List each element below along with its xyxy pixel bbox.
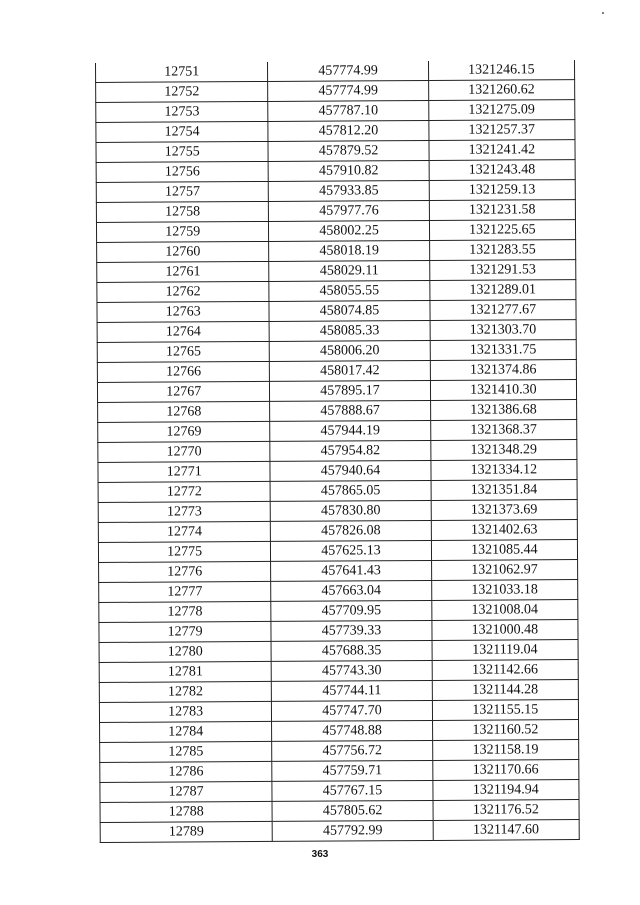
point-id-cell: 12775 [98, 541, 270, 562]
x-coordinate-cell: 457739.33 [271, 620, 431, 641]
x-coordinate-cell: 457944.19 [270, 420, 430, 441]
x-coordinate-cell: 457954.82 [270, 440, 430, 461]
x-coordinate-cell: 457812.20 [268, 120, 428, 141]
table-row [97, 300, 576, 323]
table-row [97, 260, 576, 283]
x-coordinate-cell: 457774.99 [268, 80, 428, 101]
x-coordinate-cell: 457933.85 [269, 180, 429, 201]
y-coordinate-cell: 1321008.04 [431, 600, 577, 621]
x-coordinate-cell: 457774.99 [268, 61, 428, 81]
table-row [100, 740, 579, 763]
x-coordinate-cell: 457865.05 [270, 480, 430, 501]
point-id-cell: 12759 [96, 221, 268, 242]
y-coordinate-cell: 1321257.37 [429, 120, 575, 141]
point-id-cell: 12763 [97, 301, 269, 322]
y-coordinate-cell: 1321170.66 [432, 760, 578, 781]
table-row [98, 480, 577, 503]
x-coordinate-cell: 457879.52 [268, 140, 428, 161]
y-coordinate-cell: 1321402.63 [431, 520, 577, 541]
table-row [96, 220, 575, 243]
table-row [96, 180, 575, 203]
x-coordinate-cell: 458055.55 [269, 280, 429, 301]
point-id-cell: 12764 [97, 321, 269, 342]
y-coordinate-cell: 1321144.28 [432, 680, 578, 701]
x-coordinate-cell: 457792.99 [272, 820, 432, 841]
point-id-cell: 12785 [100, 741, 272, 762]
x-coordinate-cell: 458018.19 [269, 240, 429, 261]
point-id-cell: 12768 [98, 401, 270, 422]
x-coordinate-cell: 458002.25 [269, 220, 429, 241]
point-id-cell: 12779 [99, 621, 271, 642]
y-coordinate-cell: 1321259.13 [429, 180, 575, 201]
x-coordinate-cell: 458029.11 [269, 260, 429, 281]
point-id-cell: 12766 [97, 361, 269, 382]
point-id-cell: 12760 [97, 241, 269, 262]
table-row [98, 420, 577, 443]
x-coordinate-cell: 458006.20 [270, 340, 430, 361]
x-coordinate-cell: 457767.15 [272, 780, 432, 801]
x-coordinate-cell: 457888.67 [270, 400, 430, 421]
y-coordinate-cell: 1321155.15 [432, 700, 578, 721]
point-id-cell: 12757 [96, 181, 268, 202]
table-row [98, 540, 577, 563]
y-coordinate-cell: 1321160.52 [432, 720, 578, 741]
table-body [95, 60, 579, 842]
table-row [99, 680, 578, 703]
table-row [99, 580, 578, 603]
x-coordinate-cell: 457805.62 [272, 800, 432, 821]
x-coordinate-cell: 457895.17 [270, 380, 430, 401]
x-coordinate-cell: 457663.04 [271, 580, 431, 601]
x-coordinate-cell: 457759.71 [272, 760, 432, 781]
point-id-cell: 12783 [99, 701, 271, 722]
table-row [95, 60, 574, 82]
y-coordinate-cell: 1321303.70 [430, 320, 576, 341]
y-coordinate-cell: 1321194.94 [433, 780, 579, 801]
table-row [99, 700, 578, 723]
point-id-cell: 12752 [96, 81, 268, 102]
point-id-cell: 12777 [99, 581, 271, 602]
table-row [96, 100, 575, 123]
table-row [97, 320, 576, 343]
point-id-cell: 12772 [98, 481, 270, 502]
table-row [98, 460, 577, 483]
y-coordinate-cell: 1321062.97 [431, 560, 577, 581]
point-id-cell: 12782 [99, 681, 271, 702]
y-coordinate-cell: 1321243.48 [429, 160, 575, 181]
point-id-cell: 12751 [95, 62, 267, 83]
point-id-cell: 12767 [97, 381, 269, 402]
table-row [97, 280, 576, 303]
scan-speck [602, 12, 604, 14]
table-row [97, 380, 576, 403]
table-row [96, 160, 575, 183]
x-coordinate-cell: 457747.70 [272, 700, 432, 721]
table-row [99, 600, 578, 623]
point-id-cell: 12786 [100, 761, 272, 782]
table-row [98, 520, 577, 543]
y-coordinate-cell: 1321289.01 [430, 280, 576, 301]
y-coordinate-cell: 1321275.09 [428, 100, 574, 121]
table-row [99, 560, 578, 583]
y-coordinate-cell: 1321246.15 [428, 60, 574, 80]
y-coordinate-cell: 1321291.53 [429, 260, 575, 281]
table-row [99, 620, 578, 643]
y-coordinate-cell: 1321334.12 [431, 460, 577, 481]
y-coordinate-cell: 1321386.68 [430, 400, 576, 421]
table-row [98, 400, 577, 423]
point-id-cell: 12776 [99, 561, 271, 582]
table-row [100, 760, 579, 783]
page-number: 363 [311, 849, 329, 860]
point-id-cell: 12781 [99, 661, 271, 682]
y-coordinate-cell: 1321373.69 [431, 500, 577, 521]
table-row [100, 800, 579, 823]
x-coordinate-cell: 457826.08 [271, 520, 431, 541]
point-id-cell: 12762 [97, 281, 269, 302]
y-coordinate-cell: 1321283.55 [429, 240, 575, 261]
table-row [97, 340, 576, 363]
table-row [99, 660, 578, 683]
x-coordinate-cell: 457688.35 [271, 640, 431, 661]
y-coordinate-cell: 1321033.18 [431, 580, 577, 601]
x-coordinate-cell: 457744.11 [272, 680, 432, 701]
point-id-cell: 12769 [98, 421, 270, 442]
point-id-cell: 12756 [96, 161, 268, 182]
table-row [96, 140, 575, 163]
x-coordinate-cell: 457977.76 [269, 200, 429, 221]
x-coordinate-cell: 457940.64 [270, 460, 430, 481]
y-coordinate-cell: 1321260.62 [428, 80, 574, 101]
y-coordinate-cell: 1321142.66 [432, 660, 578, 681]
y-coordinate-cell: 1321158.19 [432, 740, 578, 761]
point-id-cell: 12761 [97, 261, 269, 282]
coordinate-table [95, 60, 580, 843]
x-coordinate-cell: 458085.33 [269, 320, 429, 341]
y-coordinate-cell: 1321277.67 [430, 300, 576, 321]
point-id-cell: 12770 [98, 441, 270, 462]
point-id-cell: 12753 [96, 101, 268, 122]
point-id-cell: 12784 [100, 721, 272, 742]
table-row [100, 720, 579, 743]
y-coordinate-cell: 1321000.48 [432, 620, 578, 641]
x-coordinate-cell: 458074.85 [269, 300, 429, 321]
point-id-cell: 12787 [100, 781, 272, 802]
point-id-cell: 12755 [96, 141, 268, 162]
point-id-cell: 12765 [97, 341, 269, 362]
table-row [97, 240, 576, 263]
table-row [98, 500, 577, 523]
table-row [96, 80, 575, 103]
point-id-cell: 12771 [98, 461, 270, 482]
point-id-cell: 12780 [99, 641, 271, 662]
table-row [96, 200, 575, 223]
x-coordinate-cell: 457743.30 [272, 660, 432, 681]
point-id-cell: 12758 [96, 201, 268, 222]
point-id-cell: 12778 [99, 601, 271, 622]
x-coordinate-cell: 457748.88 [272, 720, 432, 741]
y-coordinate-cell: 1321225.65 [429, 220, 575, 241]
y-coordinate-cell: 1321368.37 [430, 420, 576, 441]
y-coordinate-cell: 1321085.44 [431, 540, 577, 561]
y-coordinate-cell: 1321410.30 [430, 380, 576, 401]
x-coordinate-cell: 457756.72 [272, 740, 432, 761]
x-coordinate-cell: 457787.10 [268, 100, 428, 121]
point-id-cell: 12754 [96, 121, 268, 142]
x-coordinate-cell: 457625.13 [271, 540, 431, 561]
table-row [96, 120, 575, 143]
point-id-cell: 12773 [98, 501, 270, 522]
x-coordinate-cell: 457910.82 [268, 160, 428, 181]
point-id-cell: 12788 [100, 801, 272, 822]
y-coordinate-cell: 1321147.60 [433, 820, 579, 841]
y-coordinate-cell: 1321331.75 [430, 340, 576, 361]
x-coordinate-cell: 457830.80 [271, 500, 431, 521]
y-coordinate-cell: 1321351.84 [431, 480, 577, 501]
point-id-cell: 12774 [98, 521, 270, 542]
y-coordinate-cell: 1321176.52 [433, 800, 579, 821]
point-id-cell: 12789 [100, 821, 272, 842]
table-row [99, 640, 578, 663]
table-row [97, 360, 576, 383]
y-coordinate-cell: 1321231.58 [429, 200, 575, 221]
y-coordinate-cell: 1321374.86 [430, 360, 576, 381]
y-coordinate-cell: 1321348.29 [430, 440, 576, 461]
table-row [100, 780, 579, 803]
y-coordinate-cell: 1321119.04 [432, 640, 578, 661]
table-row [100, 820, 579, 843]
y-coordinate-cell: 1321241.42 [429, 140, 575, 161]
x-coordinate-cell: 457709.95 [271, 600, 431, 621]
table-row [98, 440, 577, 463]
x-coordinate-cell: 457641.43 [271, 560, 431, 581]
x-coordinate-cell: 458017.42 [270, 360, 430, 381]
